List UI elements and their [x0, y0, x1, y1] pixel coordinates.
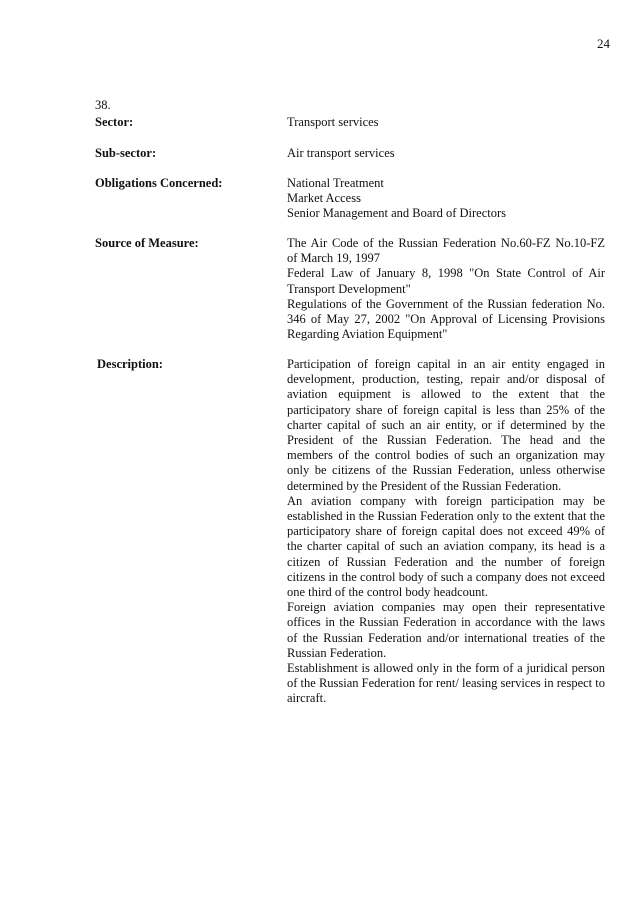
obligations-label: Obligations Concerned: — [95, 176, 223, 190]
page-number: 24 — [597, 36, 610, 51]
source-label: Source of Measure: — [95, 236, 199, 250]
sub-sector-label: Sub-sector: — [95, 146, 157, 160]
sub-sector-value — [287, 146, 605, 161]
obligations-value — [287, 176, 605, 222]
sector-value-text: Transport services — [287, 115, 379, 129]
sector-label: Sector: — [95, 115, 134, 129]
obligation-item: Market Access — [287, 191, 361, 206]
entry-number: 38. — [95, 98, 111, 112]
description-value — [287, 357, 605, 707]
source-item: The Air Code of the Russian Federation No.60-FZ No.10-FZ of March 19, 1997 — [287, 236, 605, 266]
obligation-item: National Treatment — [287, 176, 384, 190]
description-label: Description: — [97, 357, 163, 371]
description-paragraph: Foreign aviation companies may open their representative offices in the Russian Federation in accordance with the laws of the Russian Federation and/or international treaties of the Russian Federation. — [287, 600, 605, 660]
description-paragraph: Participation of foreign capital in an air entity engaged in development, production, testing, repair and/or disposal of aviation equipment is allowed to the extent that the participatory share of foreign capital is less than 25% of the charter capital of such an air entity, or if determined by the President of the Russian Federation. The head and the members of the control bodies of such an organization may only be citizens of the Russian Federation, unless otherwise determined by the President of the Russian Federation. — [287, 357, 605, 493]
sub-sector-value-text: Air transport services — [287, 146, 395, 160]
source-item: Federal Law of January 8, 1998 "On State Control of Air Transport Development" — [287, 266, 605, 296]
obligation-item: Senior Management and Board of Directors — [287, 206, 507, 221]
source-value — [287, 236, 605, 342]
sector-value — [287, 115, 605, 130]
source-item: Regulations of the Government of the Russian federation No. 346 of May 27, 2002 "On Approval of Licensing Provisions Regarding Aviation Equipment" — [287, 296, 605, 342]
description-paragraph: An aviation company with foreign participation may be established in the Russian Federation only to the extent that the participatory share of foreign capital does not exceed 49% of the charter capital of such an aviation company, its head is a citizen of Russian Federation and the number of foreign citizens in the control body of such a company does not exceed one third of the control body headcount. — [287, 493, 605, 600]
description-paragraph: Establishment is allowed only in the form of a juridical person of the Russian Federation for rent/ leasing services in respect to aircraft. — [287, 661, 605, 706]
